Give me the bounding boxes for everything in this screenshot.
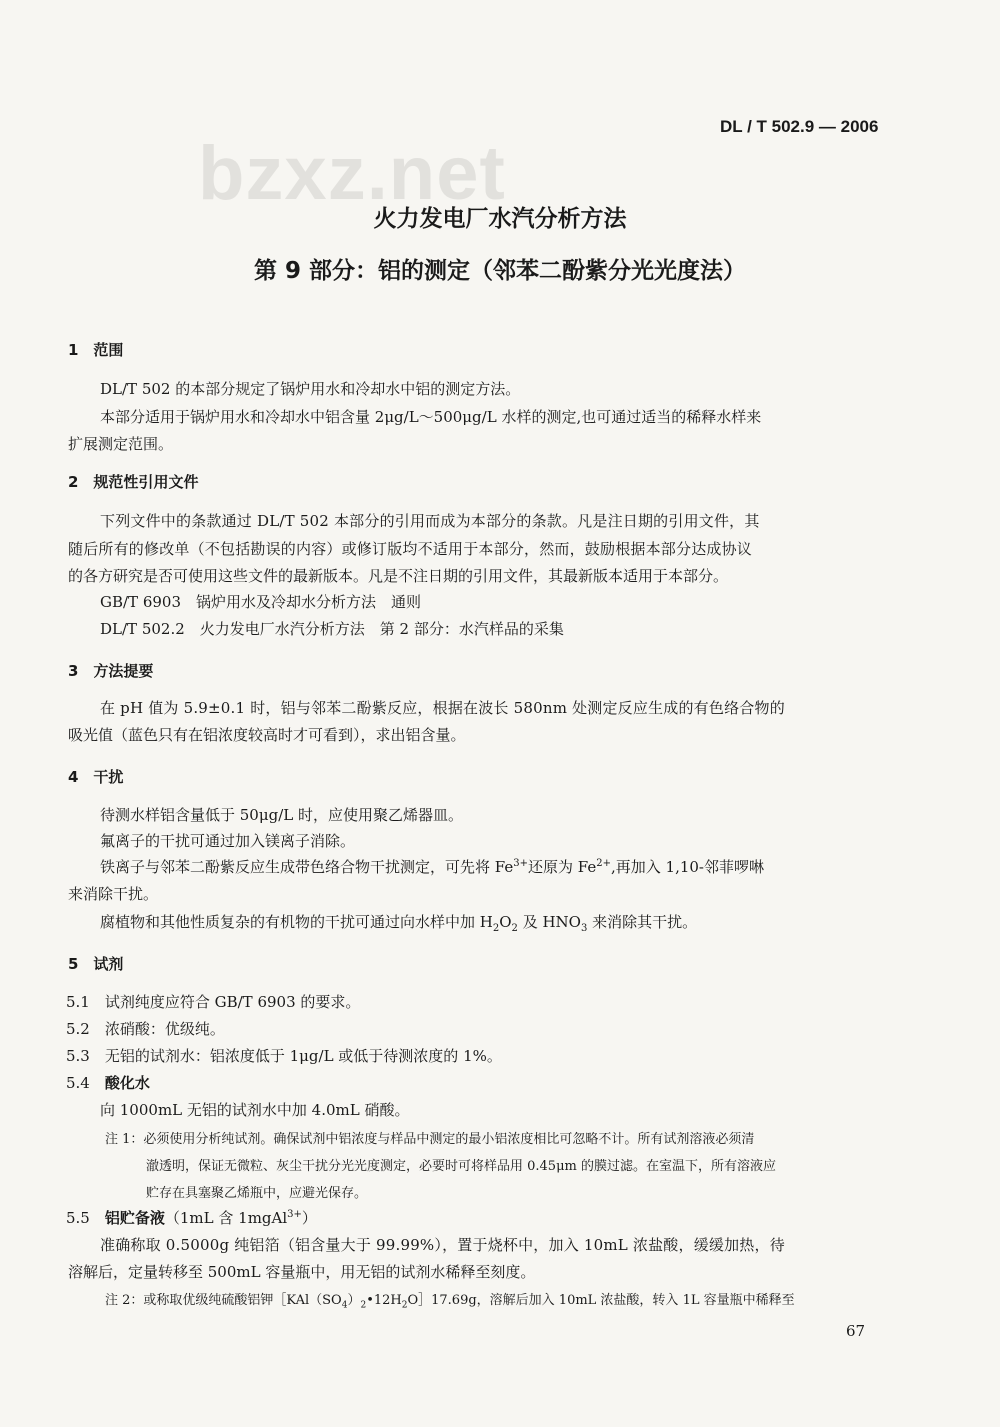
section-4-paragraph-4: 腐植物和其他性质复杂的有机物的干扰可通过向水样中加 $H_2O_2$ 及 $HNO_3$ 来消除其干扰。 (100, 913, 698, 934)
section-5-heading: 5 试剂 (68, 955, 124, 973)
section-1-paragraph-2: 本部分适用于锅炉用水和冷却水中铝含量 2μg/L～500μg/L 水样的测定,也可通过适当的稀释水样来 (100, 408, 762, 426)
section-4-paragraph-3: 铁离子与邻苯二酚紫反应生成带色络合物干扰测定，可先将 $Fe^{3+}$还原为 $Fe^{2+}$,再加入 1,10-邻菲啰啉 (100, 858, 764, 876)
clause-5-5: 5.5 铝贮备液（1mL 含 1mgAl$^{3+}$） (66, 1209, 317, 1227)
section-4-paragraph-1: 待测水样铝含量低于 50μg/L 时，应使用聚乙烯器皿。 (100, 806, 463, 824)
reference-dlt-502-2: DL/T 502.2 火力发电厂水汽分析方法 第 2 部分：水汽样品的采集 (100, 620, 564, 638)
section-4-paragraph-2: 氟离子的干扰可通过加入镁离子消除。 (100, 832, 356, 850)
standard-number: DL / T 502.9 — 2006 (720, 117, 879, 136)
note-1-line-1: 注 1：必须使用分析纯试剂。确保试剂中铝浓度与样品中测定的最小铝浓度相比可忽略不计。所有试剂溶液必须清 (105, 1132, 755, 1147)
document-subtitle: 第 9 部分：铝的测定（邻苯二酚紫分光光度法） (253, 258, 747, 284)
watermark: bzxz.net (198, 131, 506, 216)
section-3-paragraph-line-2: 吸光值（蓝色只有在铝浓度较高时才可看到），求出铝含量。 (68, 726, 466, 744)
document-title: 火力发电厂水汽分析方法 (373, 206, 627, 232)
section-4-paragraph-3-cont: 来消除干扰。 (68, 885, 159, 903)
clause-5-4: 5.4 酸化水 (66, 1074, 150, 1092)
clause-5-3: 5.3 无铝的试剂水：铝浓度低于 1μg/L 或低于待测浓度的 1%。 (66, 1047, 502, 1065)
reference-gbt-6903: GB/T 6903 锅炉用水及冷却水分析方法 通则 (100, 593, 422, 611)
section-3-paragraph-line-1: 在 pH 值为 5.9±0.1 时，铝与邻苯二酚紫反应，根据在波长 580nm 处测定反应生成的有色络合物的 (100, 699, 785, 717)
section-3-heading: 3 方法提要 (68, 662, 154, 680)
clause-5-5-text-line-1: 准确称取 0.5000g 纯铝箔（铝含量大于 99.99%），置于烧杯中，加入 10mL 浓盐酸，缓缓加热，待 (100, 1236, 785, 1254)
section-2-paragraph-line-1: 下列文件中的条款通过 DL/T 502 本部分的引用而成为本部分的条款。凡是注日期的引用文件，其 (100, 512, 760, 530)
page-number: 67 (846, 1322, 866, 1340)
section-1-paragraph-2-cont: 扩展测定范围。 (68, 435, 174, 453)
clause-5-4-text: 向 1000mL 无铝的试剂水中加 4.0mL 硝酸。 (100, 1101, 410, 1119)
note-2-line-1: 注 2：或称取优级纯硫酸铝钾$[KAl(SO_4)_2•12H_2O]17.69g$，溶解后加入 10mL 浓盐酸，转入 1L 容量瓶中稀释至 (105, 1293, 795, 1311)
section-2-paragraph-line-3: 的各方研究是否可使用这些文件的最新版本。凡是不注日期的引用文件，其最新版本适用于本部分。 (68, 567, 729, 585)
section-2-paragraph-line-2: 随后所有的修改单（不包括勘误的内容）或修订版均不适用于本部分，然而，鼓励根据本部分达成协议 (68, 540, 753, 558)
section-1-heading: 1 范围 (68, 341, 124, 359)
section-1-paragraph-1: DL/T 502 的本部分规定了锅炉用水和冷却水中铝的测定方法。 (100, 380, 521, 398)
clause-5-5-text-line-2: 溶解后，定量转移至 500mL 容量瓶中，用无铝的试剂水稀释至刻度。 (68, 1263, 536, 1281)
section-4-heading: 4 干扰 (68, 768, 124, 786)
note-1-line-3: 贮存在具塞聚乙烯瓶中，应避光保存。 (146, 1186, 368, 1201)
clause-5-2: 5.2 浓硝酸：优级纯。 (66, 1020, 225, 1038)
section-2-heading: 2 规范性引用文件 (68, 473, 199, 491)
note-1-line-2: 澈透明，保证无微粒、灰尘干扰分光光度测定，必要时可将样品用 0.45μm 的膜过滤。在室温下，所有溶液应 (146, 1159, 776, 1174)
clause-5-1: 5.1 试剂纯度应符合 GB/T 6903 的要求。 (66, 993, 361, 1011)
